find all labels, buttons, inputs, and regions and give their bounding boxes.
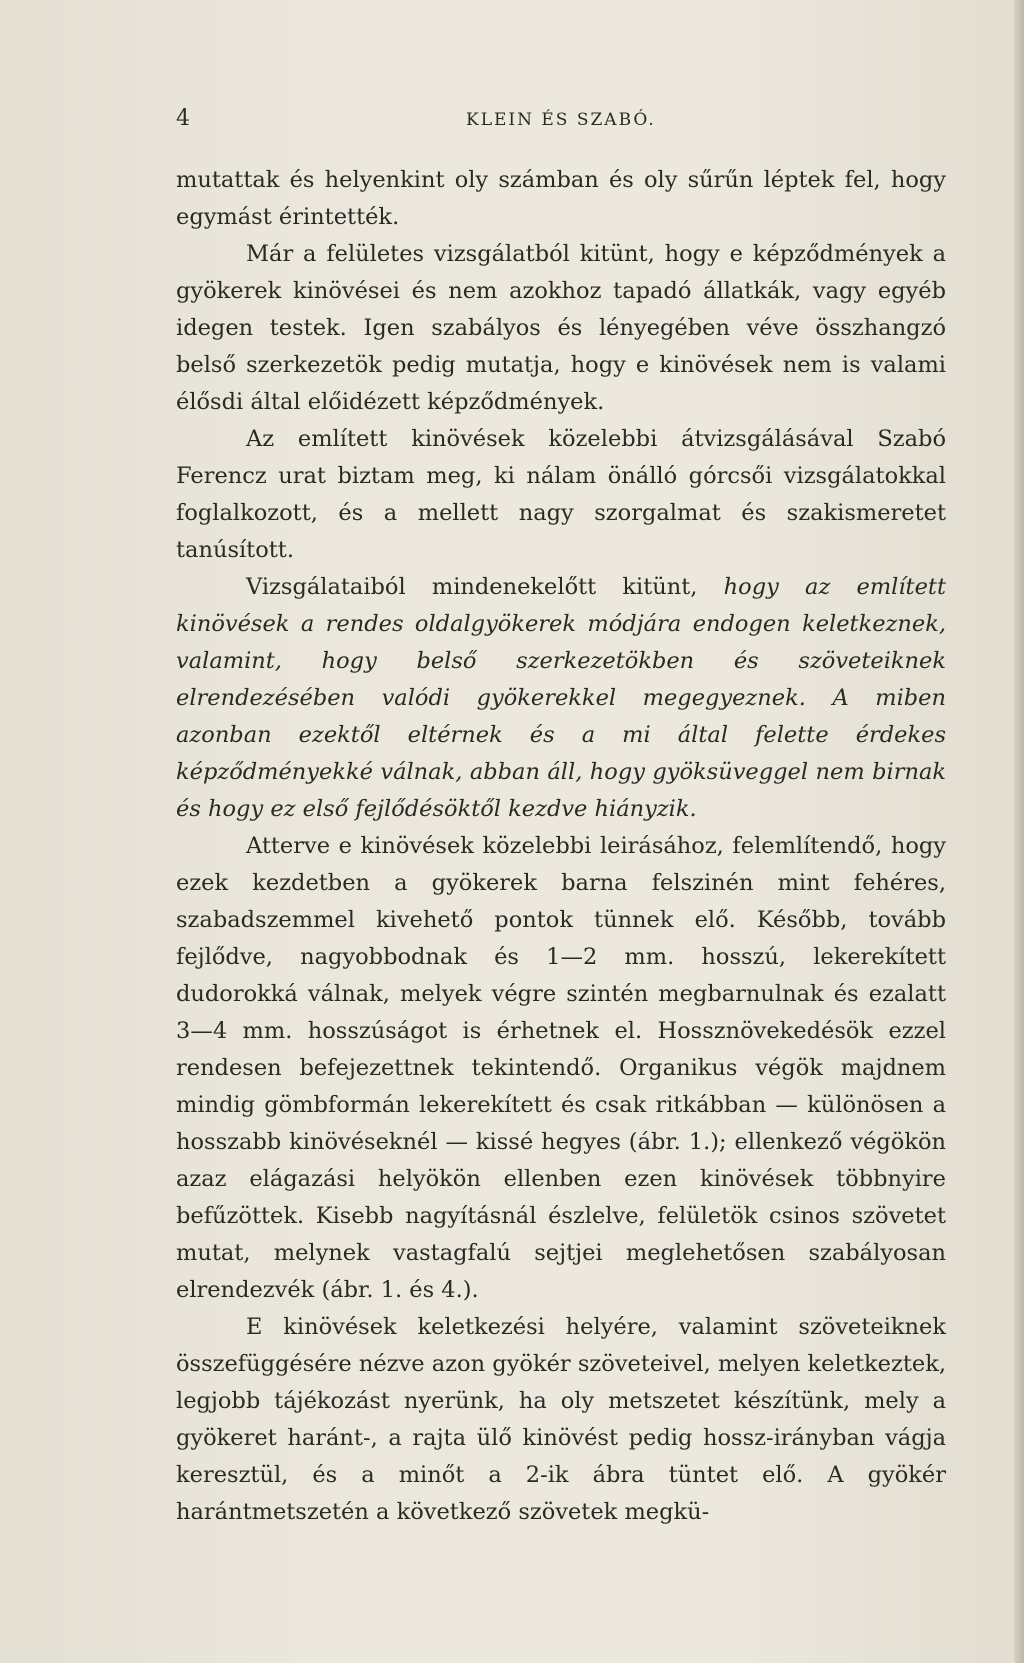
page-number: 4 — [176, 106, 190, 131]
running-head: KLEIN ÉS SZABÓ. — [466, 110, 656, 130]
paragraph-3: Az említett kinövések közelebbi átvizsgálásával Szabó Ferencz urat biztam meg, ki nálam önálló górcsői vizsgálatokkal foglalkozott, és a mellett nagy szorgalmat és szakismeretet tanúsított. — [176, 426, 946, 563]
paragraph-4-lead: Vizsgálataiból mindenekelőtt kitünt, — [246, 574, 724, 600]
page-edge-shadow — [1014, 0, 1024, 1663]
paragraph-5: Atterve e kinövések közelebbi leirásához, felemlítendő, hogy ezek kezdetben a gyökerek barna felszinén mint fehéres, szabadszemmel kivehető pontok tünnek elő. Később, tovább fejlődve, nagyobbodnak és 1—2 mm. hosszú, lekerekített dudorokká válnak, melyek végre szintén megbarnulnak és ezalatt 3—4 mm. hosszúságot is érhetnek el. Hossznövekedésök ezzel rendesen befejezettnek tekintendő. Organikus végök majdnem mindig gömbformán lekerekített és csak ritkábban — különösen a hosszabb kinövéseknél — kissé hegyes (ábr. 1.); ellenkező végökön azaz elágazási helyökön ellenben ezen kinövések többnyire befűzöttek. Kisebb nagyításnál észlelve, felületök csinos szövetet mutat, melynek vastagfalú sejtjei meglehetősen szabályosan elrendezvék (ábr. 1. és 4.). — [176, 833, 946, 1303]
paragraph-6: E kinövések keletkezési helyére, valamint szöveteiknek összefüggésére nézve azon gyökér szöveteivel, melyen keletkeztek, legjobb tájékozást nyerünk, ha oly metszetet készítünk, mely a gyökeret haránt-, a rajta ülő kinövést pedig hossz-irányban vágja keresztül, és a minőt a 2-ik ábra tüntet elő. A gyökér harántmetszetén a következő szövetek megkü- — [176, 1314, 946, 1525]
paragraph-4-italic: hogy az említett kinövések a rendes oldalgyökerek módjára endogen keletkeznek, valamint, hogy belső szerkezetökben és szöveteiknek elrendezésében valódi gyökerekkel megegyeznek. A miben azonban ezektől eltérnek és a mi által felette érdekes képződményekké válnak, abban áll, hogy gyöksüveggel nem birnak és hogy ez első fejlődésöktől kezdve hiányzik. — [176, 574, 946, 822]
page-header — [176, 104, 946, 134]
paragraph-1: mutattak és helyenkint oly számban és oly sűrűn léptek fel, hogy egymást érintették. — [176, 167, 946, 230]
paragraph-2: Már a felületes vizsgálatból kitünt, hogy e képződmények a gyökerek kinövései és nem azokhoz tapadó állatkák, vagy egyéb idegen testek. Igen szabályos és lényegében véve összhangzó belső szerkezetök pedig mutatja, hogy e kinövések nem is valami élősdi által előidézett képződmények. — [176, 241, 946, 415]
paragraph-4 — [176, 569, 946, 828]
body-text — [176, 162, 946, 1531]
